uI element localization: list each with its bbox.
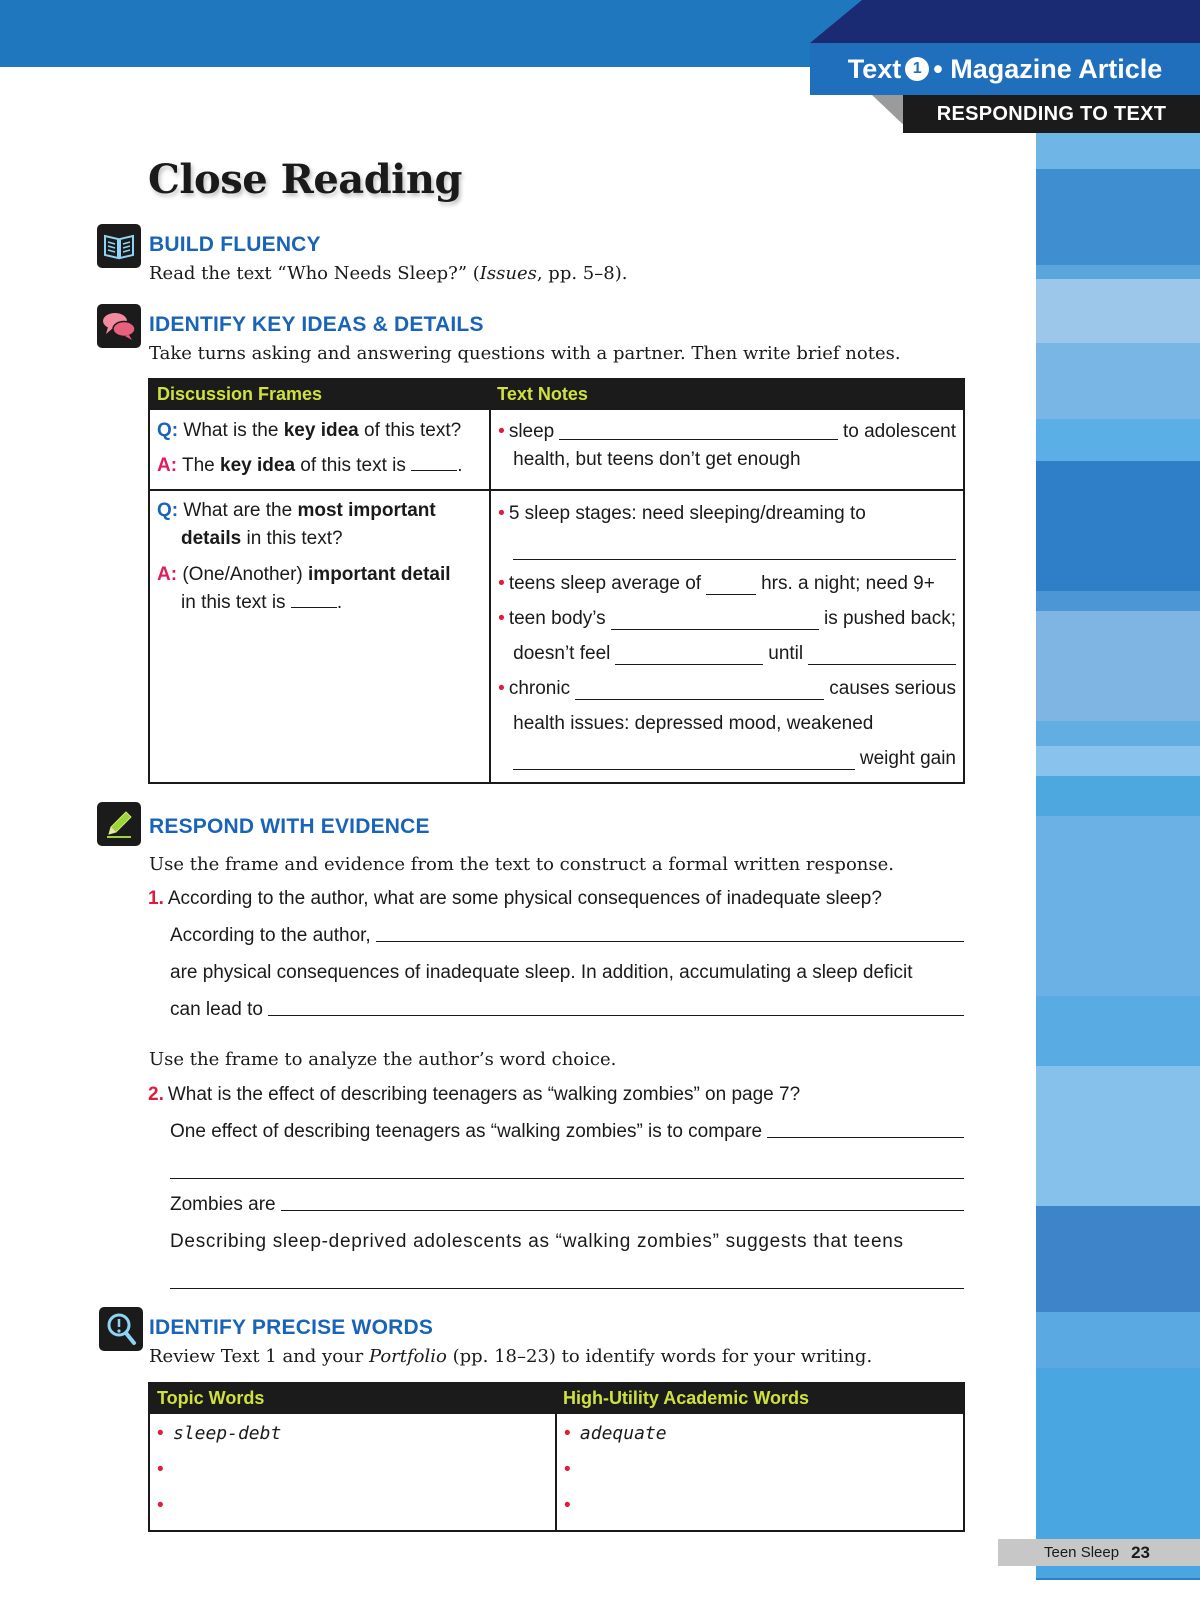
note-text: until — [768, 643, 804, 664]
col-discussion-frames: Discussion Frames — [149, 379, 490, 409]
note-blank[interactable] — [808, 664, 956, 665]
frame-text: of this text? — [358, 420, 462, 441]
frame-text: are physical consequences of inadequate sleep. In addition, accumulating a sleep deficit — [170, 962, 913, 983]
question-text: According to the author, what are some physical consequences of inadequate sleep? — [167, 888, 882, 909]
page-footer — [998, 1539, 1200, 1566]
precise-words-heading: IDENTIFY PRECISE WORDS — [149, 1316, 434, 1339]
header-corner — [810, 0, 1200, 43]
q1-frame-line-2 — [170, 962, 964, 984]
instruction-text: , pp. 5–8). — [536, 263, 628, 284]
note-text: to adolescent — [842, 421, 956, 442]
frame-text: One effect of describing teenagers as “walking zombies” is to compare — [170, 1121, 763, 1142]
note-text: is pushed back; — [823, 608, 956, 629]
frame-bold: key idea — [283, 420, 359, 441]
frame-text: . — [457, 455, 463, 476]
answer-blank[interactable] — [281, 1210, 964, 1211]
title-suffix: • Magazine Article — [933, 53, 1163, 84]
precise-words-table — [148, 1382, 965, 1532]
page-title: Close Reading — [148, 156, 462, 203]
instruction-text: Read the text “Who Needs Sleep?” ( — [149, 263, 480, 284]
side-stripes — [1036, 133, 1200, 1600]
notes-cell-key-idea: • sleep to adolescent health, but teens don’t get enough — [490, 409, 964, 490]
key-ideas-heading: IDENTIFY KEY IDEAS & DETAILS — [149, 313, 484, 336]
note-text: teen body’s — [508, 608, 606, 629]
q-label: Q: — [157, 420, 179, 441]
notes-cell-details: • 5 sleep stages: need sleeping/dreaming to • teens sleep average of hrs. a night; need 9+ • teen body’s is pushed back; doesn’t feel until • chronic causes serious health issues: depressed mood, weakened weight gain — [490, 490, 964, 783]
answer-blank[interactable] — [767, 1137, 964, 1138]
list-item[interactable]: • — [563, 1459, 571, 1480]
section-tab: RESPONDING TO TEXT — [903, 95, 1200, 133]
note-text: causes serious — [829, 678, 956, 699]
note-blank[interactable] — [615, 664, 763, 665]
text-title-tab — [810, 43, 1200, 95]
list-item[interactable]: • — [157, 1495, 164, 1516]
respond-instruction: Use the frame and evidence from the text to construct a formal written response. — [149, 854, 894, 875]
note-blank[interactable] — [706, 594, 756, 595]
answer-blank[interactable] — [411, 453, 457, 471]
answer-blank[interactable] — [170, 1178, 964, 1179]
frame-text: (One/Another) — [182, 564, 309, 585]
frame-text: The — [182, 455, 221, 476]
frame-cell-key-idea — [149, 409, 490, 490]
note-text: weight gain — [859, 748, 956, 769]
q2-frame-line-2 — [170, 1194, 964, 1216]
respond-heading: RESPOND WITH EVIDENCE — [149, 815, 430, 838]
q2-frame-line-1 — [170, 1121, 964, 1143]
list-item[interactable]: • adequate — [563, 1423, 667, 1444]
answer-blank[interactable] — [376, 941, 964, 942]
frame-bold: details — [181, 528, 242, 549]
note-blank[interactable] — [575, 699, 824, 700]
frame-text: can lead to — [170, 999, 263, 1020]
open-book-icon — [97, 224, 141, 268]
note-text: chronic — [508, 678, 571, 699]
question-number: 1. — [148, 888, 164, 909]
q1-frame-line-3 — [170, 999, 964, 1021]
q2-frame-line-3 — [170, 1231, 964, 1253]
note-text: hrs. a night; need 9+ — [761, 573, 935, 594]
academic-word: adequate — [579, 1423, 667, 1444]
note-blank[interactable] — [559, 439, 838, 440]
respond-instruction-2: Use the frame to analyze the author’s word choice. — [149, 1049, 617, 1070]
frame-text: What is the — [183, 420, 284, 441]
q-label: Q: — [157, 500, 179, 521]
answer-blank[interactable] — [170, 1288, 964, 1289]
frame-cell-details — [149, 490, 490, 783]
frame-bold: most important — [297, 500, 436, 521]
key-ideas-table — [148, 378, 965, 784]
frame-text: in this text? — [241, 528, 343, 549]
frame-text: What are the — [183, 500, 298, 521]
list-item[interactable]: • sleep-debt — [157, 1423, 282, 1444]
list-item[interactable]: • — [157, 1459, 164, 1480]
note-text: teens sleep average of — [508, 573, 702, 594]
pencil-icon — [97, 802, 141, 846]
col-academic-words: High-Utility Academic Words — [556, 1383, 964, 1413]
instruction-text: (pp. 18–23) to identify words for your writing. — [446, 1346, 873, 1367]
note-blank[interactable] — [513, 769, 855, 770]
note-text: health, but teens don’t get enough — [513, 449, 801, 470]
text-number-badge: 1 — [905, 57, 929, 81]
note-text: 5 sleep stages: need sleeping/dreaming to — [508, 503, 866, 524]
frame-text: . — [336, 592, 343, 613]
question-number: 2. — [148, 1084, 164, 1105]
frame-text: Zombies are — [170, 1194, 276, 1215]
frame-bold: key idea — [220, 455, 296, 476]
instruction-italic: Issues — [479, 263, 537, 284]
a-label: A: — [157, 564, 178, 585]
question-1 — [148, 888, 948, 910]
footer-label: Teen Sleep — [1044, 1544, 1120, 1561]
answer-blank[interactable] — [268, 1015, 964, 1016]
precise-words-instruction — [149, 1346, 872, 1367]
answer-blank[interactable] — [291, 590, 337, 608]
question-text: What is the effect of describing teenagers as “walking zombies” on page 7? — [167, 1084, 801, 1105]
build-fluency-heading: BUILD FLUENCY — [149, 233, 321, 256]
page-number: 23 — [1131, 1542, 1150, 1562]
instruction-text: Review Text 1 and your — [149, 1346, 369, 1367]
col-text-notes: Text Notes — [490, 379, 964, 409]
title-prefix: Text — [847, 53, 902, 84]
frame-text: in this text is — [181, 592, 286, 613]
speech-bubbles-icon — [97, 304, 141, 348]
note-text: sleep — [508, 421, 555, 442]
topic-words-cell — [149, 1413, 556, 1531]
note-text: doesn’t feel — [513, 643, 611, 664]
frame-text: of this text is — [295, 455, 406, 476]
note-text: health issues: depressed mood, weakened — [513, 713, 874, 734]
q1-frame-line-1 — [170, 925, 964, 947]
list-item[interactable]: • — [563, 1495, 571, 1516]
a-label: A: — [157, 455, 178, 476]
instruction-italic: Portfolio — [368, 1346, 447, 1367]
col-topic-words: Topic Words — [149, 1383, 556, 1413]
frame-bold: important detail — [308, 564, 451, 585]
topic-word: sleep-debt — [172, 1423, 282, 1444]
question-2 — [148, 1084, 948, 1106]
academic-words-cell — [556, 1413, 964, 1531]
note-blank[interactable] — [611, 629, 819, 630]
frame-text: According to the author, — [170, 925, 371, 946]
key-ideas-instruction: Take turns asking and answering questions with a partner. Then write brief notes. — [149, 343, 901, 364]
magnifier-icon — [99, 1307, 143, 1351]
note-blank[interactable] — [513, 559, 956, 560]
frame-text: Describing sleep-deprived adolescents as “walking zombies” suggests that teens — [170, 1231, 904, 1252]
build-fluency-instruction — [149, 263, 627, 284]
